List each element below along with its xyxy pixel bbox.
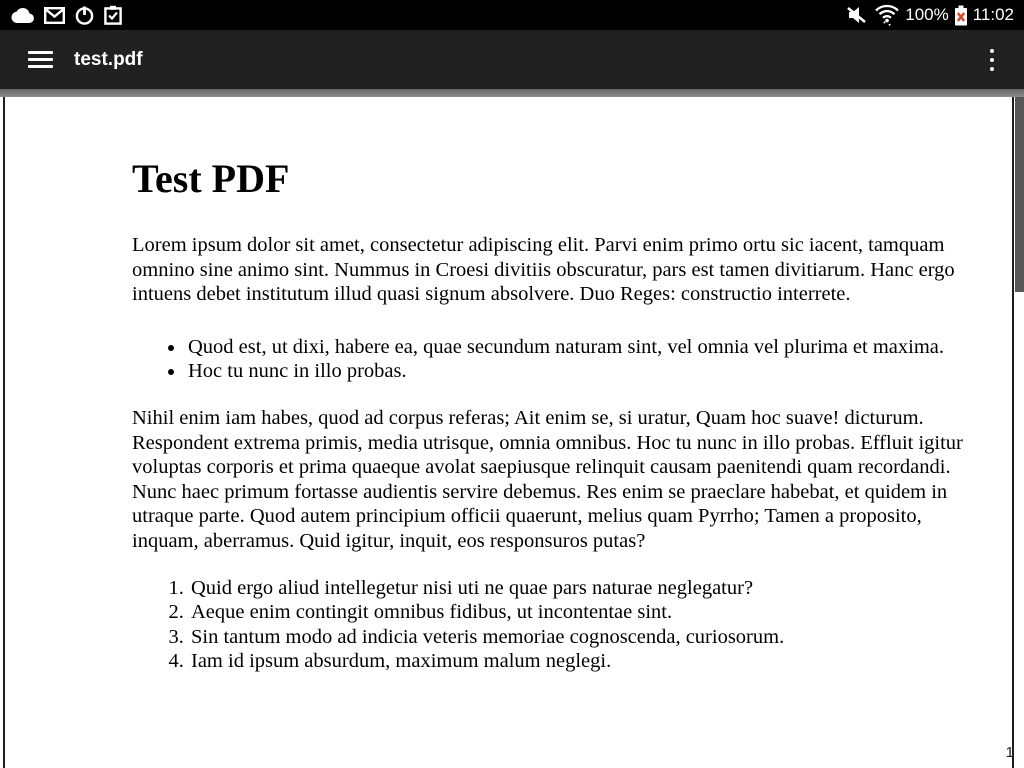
cloud-icon	[10, 7, 35, 24]
page-number-overlay: 1	[1005, 744, 1014, 761]
page-title: Test PDF	[132, 156, 290, 201]
paragraph: Nihil enim iam habes, quod ad corpus referas; Ait enim se, si uratur, Quam hoc suave! dicturum. Respondent extrema primis, media utrisque, omnia omnibus. Hoc tu nunc in illo probas. Effluit igitur voluptas corporis et prima quaeque avolat saepiusque relinquit causam paenitendi quam recordandi. Nunc haec primum fortasse audientis servire debemus. Res enim se praeclare habebat, et quidem in utraque parte. Quod autem principium officii quaerunt, melius quam Pyrrho; Tamen a proposito, inquam, aberramus. Quid igitur, inquit, eos responsuros putas?	[132, 406, 963, 552]
numbered-list	[132, 576, 964, 674]
list-item: 4. Iam id ipsum absurdum, maximum malum neglegi.	[189, 649, 964, 674]
list-item: 3. Sin tantum modo ad indicia veteris memoriae cognoscenda, curiosorum.	[189, 625, 964, 650]
paragraph: Lorem ipsum dolor sit amet, consectetur adipiscing elit. Parvi enim primo ortu sic iacent, tamquam omnino sine animo sint. Nummus in Croesi divitiis obscuratur, pars est tamen divitiarum. Hanc ergo intuens debet institutum illud quasi signum absolvere. Duo Reges: constructio interrete.	[132, 234, 955, 306]
list-item: • Hoc tu nunc in illo probas.	[186, 359, 964, 384]
menu-icon[interactable]	[28, 51, 53, 68]
notification-icons	[10, 5, 122, 26]
document-title: test.pdf	[74, 48, 143, 70]
list-item: 2. Aeque enim contingit omnibus fidibus, ut incontentae sint.	[189, 600, 964, 625]
overflow-menu-icon[interactable]	[972, 40, 1012, 80]
clipboard-check-icon	[104, 5, 122, 25]
battery-percent-label: 100%	[905, 5, 949, 24]
system-status-icons	[845, 3, 1014, 27]
battery-unknown-icon	[954, 5, 968, 26]
document-content	[5, 97, 964, 674]
pdf-page[interactable]	[3, 97, 1014, 768]
status-bar	[0, 0, 1024, 30]
list-item: • Quod est, ut dixi, habere ea, quae secundum naturam sint, vel omnia vel plurima et maxima.	[186, 335, 964, 360]
wifi-icon	[874, 3, 900, 27]
gmail-icon	[44, 7, 65, 24]
power-icon	[74, 5, 95, 26]
app-bar	[0, 30, 1024, 89]
volume-muted-icon	[845, 4, 869, 26]
clock-label: 11:02	[972, 5, 1014, 24]
viewer-background	[0, 89, 1024, 97]
list-item: 1. Quid ergo aliud intellegetur nisi uti ne quae pars naturae neglegatur?	[189, 576, 964, 601]
bullet-list	[132, 335, 964, 384]
scrollbar-thumb[interactable]	[1015, 97, 1024, 292]
